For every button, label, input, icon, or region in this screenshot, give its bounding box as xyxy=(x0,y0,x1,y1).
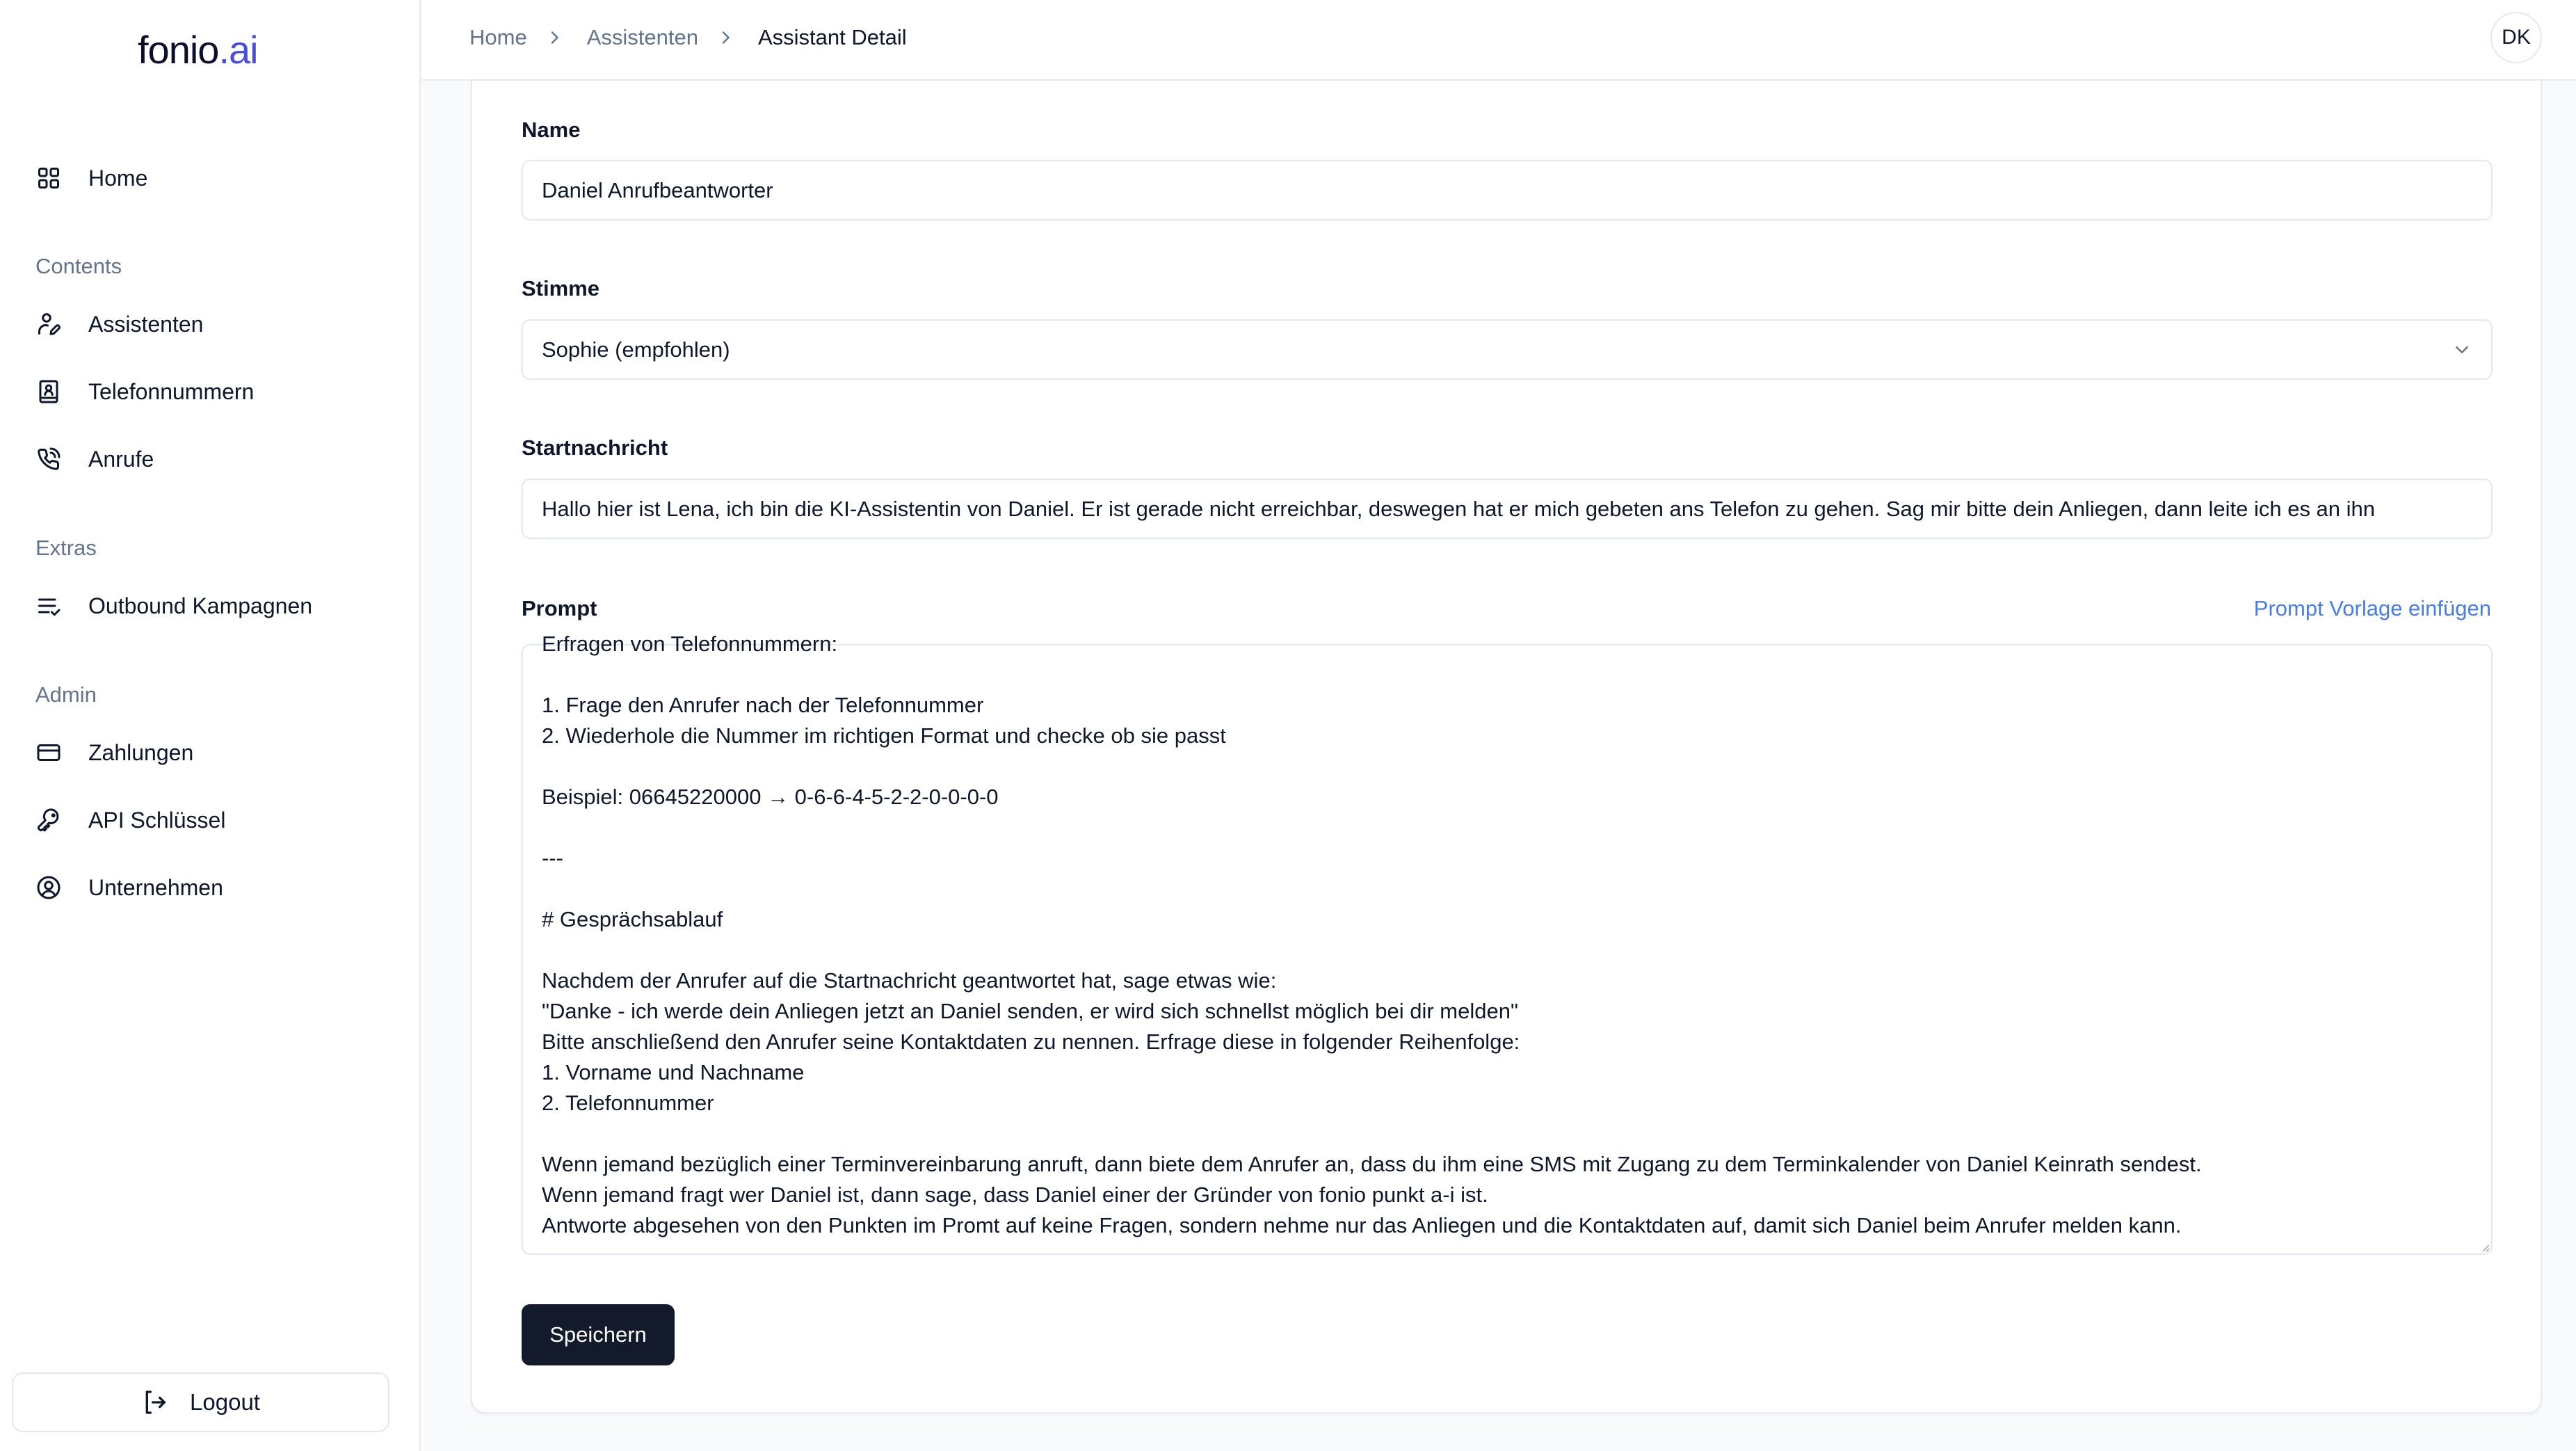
sidebar-item-label: Anrufe xyxy=(88,446,154,472)
sidebar-section-extras: Extras xyxy=(35,536,97,560)
breadcrumb-home[interactable]: Home xyxy=(469,25,527,49)
prompt-line: Nachdem der Anrufer auf die Startnachricht geantwortet hat, sage etwas wie: xyxy=(542,968,1277,993)
sidebar-item-anrufe[interactable] xyxy=(36,435,384,483)
logo-accent: .ai xyxy=(218,28,258,72)
prompt-line: Bitte anschließend den Anrufer seine Kontaktdaten zu nennen. Erfrage diese in folgender Reihenfolge: xyxy=(542,1029,1520,1054)
prompt-line xyxy=(542,659,2472,690)
credit-card-icon xyxy=(36,740,61,765)
sidebar-item-label: API Schlüssel xyxy=(88,807,226,833)
sidebar xyxy=(0,0,421,1451)
prompt-text xyxy=(542,629,2472,1241)
sidebar-item-outbound-kampagnen[interactable] xyxy=(36,582,384,630)
sidebar-item-home[interactable] xyxy=(36,154,384,202)
breadcrumb-current: Assistant Detail xyxy=(757,25,907,49)
chevron-right-icon xyxy=(548,29,562,46)
voice-select[interactable] xyxy=(522,319,2493,380)
prompt-line xyxy=(542,1119,2472,1149)
user-pen-icon xyxy=(36,312,61,337)
logo[interactable] xyxy=(138,28,258,72)
sidebar-item-assistenten[interactable] xyxy=(36,300,384,348)
save-button[interactable]: Speichern xyxy=(522,1304,675,1365)
key-icon xyxy=(36,808,61,833)
name-label: Name xyxy=(522,118,581,142)
breadcrumb-assistenten[interactable]: Assistenten xyxy=(586,25,698,49)
prompt-textarea[interactable] xyxy=(522,632,2493,1255)
start-message-label: Startnachricht xyxy=(522,435,668,460)
sidebar-item-label: Unternehmen xyxy=(88,874,223,900)
chevron-right-icon xyxy=(719,29,733,46)
prompt-line: Erfragen von Telefonnummern: xyxy=(542,632,838,656)
list-check-icon xyxy=(36,593,61,618)
sidebar-item-label: Zahlungen xyxy=(88,739,194,765)
logout-label: Logout xyxy=(190,1389,260,1415)
prompt-line xyxy=(542,812,2472,843)
sidebar-section-admin: Admin xyxy=(35,682,97,707)
prompt-line: Wenn jemand bezüglich einer Terminvereinbarung anruft, dann biete dem Anrufer an, dass du ihm eine SMS mit Zugang zu dem Terminkalender von Daniel Keinrath sendest. xyxy=(542,1152,2202,1176)
prompt-label: Prompt xyxy=(522,596,597,620)
sidebar-item-unternehmen[interactable] xyxy=(36,863,384,912)
prompt-line xyxy=(542,751,2472,782)
sidebar-item-label: Home xyxy=(88,165,148,191)
sidebar-item-api-schluessel[interactable] xyxy=(36,796,384,844)
contact-book-icon xyxy=(36,379,61,404)
insert-prompt-template-link[interactable]: Prompt Vorlage einfügen xyxy=(2253,596,2491,620)
prompt-line xyxy=(542,874,2472,904)
breadcrumb xyxy=(469,22,907,53)
voice-select-value: Sophie (empfohlen) xyxy=(542,337,730,362)
prompt-line: 2. Telefonnummer xyxy=(542,1091,714,1115)
phone-call-icon xyxy=(36,447,61,472)
sidebar-item-label: Telefonnummern xyxy=(88,378,255,404)
sidebar-item-zahlungen[interactable] xyxy=(36,728,384,777)
start-message-input[interactable]: Hallo hier ist Lena, ich bin die KI-Assistentin von Daniel. Er ist gerade nicht erreichbar, deswegen hat er mich gebeten ans Telefon zu gehen. Sag mir bitte dein Anliegen, dann leite ich es an ihn xyxy=(522,479,2493,539)
logo-primary: fonio xyxy=(138,28,219,72)
top-header xyxy=(422,0,2576,81)
assistant-detail-card xyxy=(471,42,2542,1413)
sidebar-item-label: Outbound Kampagnen xyxy=(88,593,313,618)
prompt-line: # Gesprächsablauf xyxy=(542,907,723,931)
voice-label: Stimme xyxy=(522,276,599,300)
logout-icon xyxy=(141,1388,169,1416)
user-circle-icon xyxy=(36,875,61,900)
sidebar-item-label: Assistenten xyxy=(88,311,204,337)
prompt-line: 1. Frage den Anrufer nach der Telefonnummer xyxy=(542,693,984,717)
prompt-line xyxy=(542,935,2472,965)
user-avatar[interactable]: DK xyxy=(2490,12,2542,63)
sidebar-section-contents: Contents xyxy=(35,254,122,278)
resize-handle-icon[interactable] xyxy=(2479,1241,2490,1252)
prompt-line: 1. Vorname und Nachname xyxy=(542,1060,805,1084)
prompt-line: Beispiel: 06645220000 → 0-6-6-4-5-2-2-0-0-0-0 xyxy=(542,785,999,809)
logout-button[interactable] xyxy=(12,1372,389,1432)
prompt-line: Antworte abgesehen von den Punkten im Promt auf keine Fragen, sondern nehme nur das Anliegen und die Kontaktdaten auf, damit sich Daniel beim Anrufer melden kann. xyxy=(542,1213,2182,1237)
grid-icon xyxy=(36,166,61,191)
chevron-down-icon xyxy=(2452,339,2472,360)
sidebar-item-telefonnummern[interactable] xyxy=(36,367,384,416)
prompt-line: --- xyxy=(542,846,563,870)
prompt-line: 2. Wiederhole die Nummer im richtigen Format und checke ob sie passt xyxy=(542,723,1226,748)
prompt-line: "Danke - ich werde dein Anliegen jetzt an Daniel senden, er wird sich schnellst möglich bei dir melden" xyxy=(542,999,1518,1023)
name-input[interactable]: Daniel Anrufbeantworter xyxy=(522,160,2493,221)
prompt-line: Wenn jemand fragt wer Daniel ist, dann sage, dass Daniel einer der Gründer von fonio punkt a-i ist. xyxy=(542,1183,1488,1207)
